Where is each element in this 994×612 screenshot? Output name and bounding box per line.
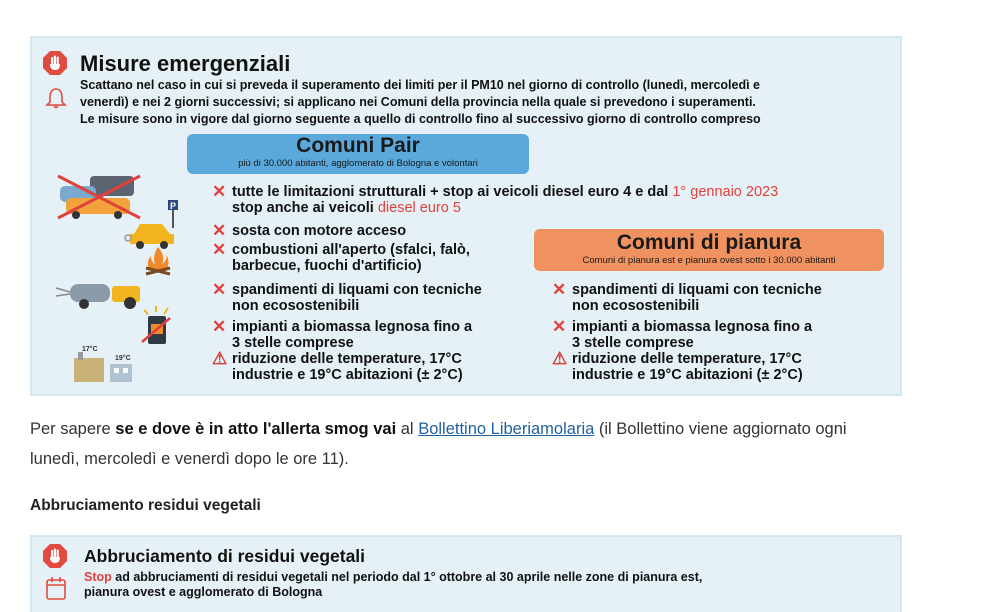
bold-phrase: se e dove è in atto l'allerta smog vai [115,420,397,438]
pair-item-idling: ✕ sosta con motore acceso [212,221,407,240]
parked-car-icon [124,200,184,250]
biomass-stove-icon [140,306,172,346]
comuni-pair-title: Comuni Pair [296,134,420,157]
intro-line-1: Scattano nel caso in cui si preveda il superamento dei limiti per il PM10 nel giorno di controllo (lunedì, mercoledì e [80,78,761,92]
warning-icon: ⚠ [552,349,568,368]
date-highlight: 1° gennaio 2023 [672,184,779,200]
cross-icon: ✕ [212,221,227,240]
comuni-pianura-header [534,229,884,271]
stop-hand-icon [42,50,68,76]
pair-item-biomass: ✕ impianti a biomassa legnosa fino a 3 stelle comprese [212,317,473,351]
intro-line-2: venerdì) e nei 2 giorni successivi; si applicano nei Comuni della provincia nella quale si prevedono i superamenti. [80,95,756,109]
bell-icon [44,86,68,110]
cross-icon: ✕ [552,280,567,299]
diesel-highlight: diesel euro 5 [377,200,461,216]
slurry-tractor-icon [54,278,146,310]
section-heading: Abbruciamento residui vegetali [30,497,261,514]
panel-title: Misure emergenziali [80,51,291,76]
pair-item-structural: ✕ tutte le limitazioni strutturali + stop ai veicoli diesel euro 4 e dal 1° gennaio 2023 stop anche ai veicoli diesel euro 5 [212,182,779,216]
smog-alert-paragraph: Per sapere se e dove è in atto l'allerta smog vai al Bollettino Liberiamolaria (il Bollettino viene aggiornato ogni lunedì, mercoledì e venerdì dopo le ore 11). [30,420,847,468]
cross-icon: ✕ [212,317,227,336]
pair-item-combustion: ✕ combustioni all'aperto (sfalci, falò, barbecue, fuochi d'artificio) [212,240,470,274]
bonfire-icon [142,244,174,276]
buildings-temperature-icon [72,342,136,384]
cross-icon: ✕ [212,280,227,299]
pair-item-slurry: ✕ spandimenti di liquami con tecniche non ecosostenibili [212,280,482,314]
stop-hand-icon [42,543,68,569]
warning-icon: ⚠ [212,349,228,368]
comuni-pair-header [187,134,529,174]
comuni-pianura-subtitle: Comuni di pianura est e pianura ovest sotto i 30.000 abitanti [582,255,836,266]
industry-temp-label: 17°C [82,346,98,353]
intro-line-3: Le misure sono in vigore dal giorno seguente a quello di controllo fino al successivo giorno di controllo compreso [80,112,761,126]
vegetal-burning-panel [30,535,902,612]
pair-item-temperature: ⚠ riduzione delle temperature, 17°C industrie e 19°C abitazioni (± 2°C) [212,349,463,383]
pianura-item-biomass: ✕ impianti a biomassa legnosa fino a 3 stelle comprese [552,317,813,351]
stop-word: Stop [84,570,112,584]
comuni-pianura-title: Comuni di pianura [616,231,802,254]
comuni-pair-subtitle: più di 30.000 abitanti, agglomerato di Bologna e volontari [238,158,478,169]
home-temp-label: 19°C [115,355,131,362]
panel2-text: Stop ad abbruciamenti di residui vegetali nel periodo dal 1° ottobre al 30 aprile nelle zone di pianura est, pianura ovest e agglomerato di Bologna [84,570,703,599]
intro-text [80,77,900,128]
bollettino-link[interactable]: Bollettino Liberiamolaria [418,420,595,438]
panel2-title: Abbruciamento di residui vegetali [84,546,366,566]
cross-icon: ✕ [212,240,227,259]
emergency-measures-panel [30,36,902,396]
calendar-icon [45,575,67,601]
parking-sign: P [170,201,177,211]
pianura-item-temperature: ⚠ riduzione delle temperature, 17°C industrie e 19°C abitazioni (± 2°C) [552,349,803,383]
cross-icon: ✕ [552,317,567,336]
cross-icon: ✕ [212,182,227,201]
pianura-item-slurry: ✕ spandimenti di liquami con tecniche non ecosostenibili [552,280,822,314]
